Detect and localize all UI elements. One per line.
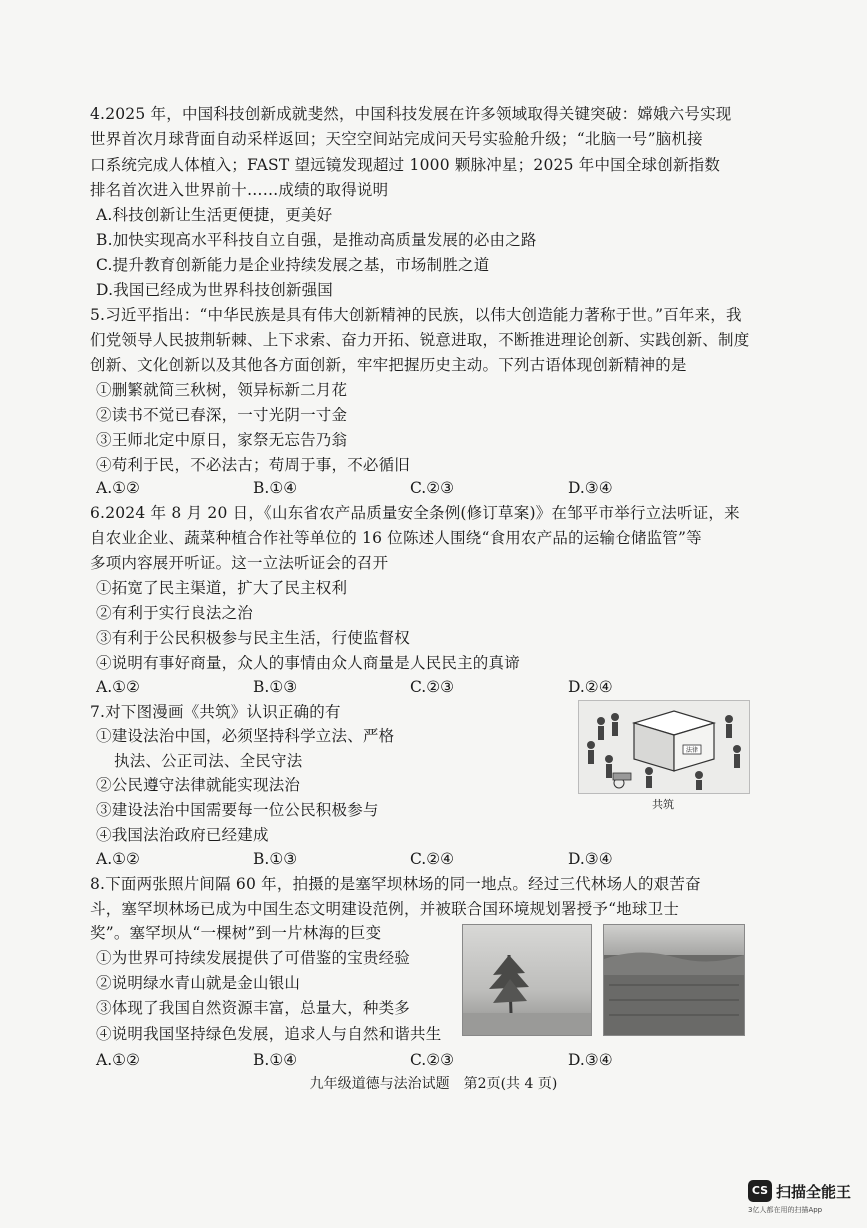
q8-stem-line: 奖”。塞罕坝从“一棵树”到一片林海的巨变 bbox=[90, 924, 382, 942]
q7-item-1: ①建设法治中国，必须坚持科学立法、严格 bbox=[96, 727, 395, 745]
q5-item-4: ④苟利于民，不必法古；苟周于事，不必循旧 bbox=[96, 456, 411, 474]
q6-choice-c: C.②③ bbox=[410, 678, 455, 696]
q8-item-2: ②说明绿水青山就是金山银山 bbox=[96, 974, 301, 992]
q7-stem-line: 7.对下图漫画《共筑》认识正确的有 bbox=[90, 703, 341, 721]
q7-item-3: ③建设法治中国需要每一位公民积极参与 bbox=[96, 801, 379, 819]
q4-stem-line: 口系统完成人体植入；FAST 望远镜发现超过 1000 颗脉冲星；2025 年中国全球创新指数 bbox=[90, 156, 721, 174]
q8-choice-c: C.②③ bbox=[410, 1051, 455, 1069]
cartoon-image bbox=[578, 700, 750, 794]
photo-single-tree bbox=[462, 924, 592, 1036]
q4-option-d: D.我国已经成为世界科技创新强国 bbox=[96, 281, 334, 299]
q5-choice-b: B.①④ bbox=[253, 479, 298, 497]
photo-forest bbox=[603, 924, 745, 1036]
q8-stem-line: 8.下面两张照片间隔 60 年，拍摄的是塞罕坝林场的同一地点。经过三代林场人的艰苦奋 bbox=[90, 875, 701, 893]
tree-drawing bbox=[463, 925, 591, 1035]
q6-item-1: ①拓宽了民主渠道，扩大了民主权利 bbox=[96, 579, 348, 597]
q7-choice-b: B.①③ bbox=[253, 850, 298, 868]
q4-stem-line: 排名首次进入世界前十……成绩的取得说明 bbox=[90, 181, 389, 199]
q5-choice-a: A.①② bbox=[96, 479, 140, 497]
q5-stem-line: 创新、文化创新以及其他各方面创新，牢牢把握历史主动。下列古语体现创新精神的是 bbox=[90, 356, 687, 374]
q6-item-4: ④说明有事好商量，众人的事情由众人商量是人民民主的真谛 bbox=[96, 654, 520, 672]
camscanner-tagline: 3亿人都在用的扫描App bbox=[748, 1206, 823, 1214]
camscanner-watermark bbox=[748, 1178, 858, 1218]
page-footer: 九年级道德与法治试题 第2页(共 4 页) bbox=[309, 1076, 558, 1092]
q5-stem-line: 们党领导人民披荆斩棘、上下求索、奋力开拓、锐意进取，不断推进理论创新、实践创新、制度 bbox=[90, 331, 750, 349]
q7-choice-a: A.①② bbox=[96, 850, 140, 868]
q8-choice-d: D.③④ bbox=[568, 1051, 613, 1069]
q6-stem-line: 自农业企业、蔬菜种植合作社等单位的 16 位陈述人围绕“食用农产品的运输仓储监管”等 bbox=[90, 529, 702, 547]
q8-item-1: ①为世界可持续发展提供了可借鉴的宝贵经验 bbox=[96, 949, 411, 967]
q6-choice-d: D.②④ bbox=[568, 678, 613, 696]
q7-choice-d: D.③④ bbox=[568, 850, 613, 868]
q6-choice-a: A.①② bbox=[96, 678, 140, 696]
q8-item-3: ③体现了我国自然资源丰富，总量大，种类多 bbox=[96, 999, 411, 1017]
q7-item-1-cont: 执法、公正司法、全民守法 bbox=[114, 752, 303, 770]
q8-choice-b: B.①④ bbox=[253, 1051, 298, 1069]
cartoon-drawing bbox=[579, 701, 749, 793]
q6-stem-line: 多项内容展开听证。这一立法听证会的召开 bbox=[90, 554, 389, 572]
q7-item-4: ④我国法治政府已经建成 bbox=[96, 826, 269, 844]
q6-choice-b: B.①③ bbox=[253, 678, 298, 696]
q5-item-3: ③王师北定中原日，家祭无忘告乃翁 bbox=[96, 431, 348, 449]
cartoon-caption: 共筑 bbox=[652, 798, 674, 811]
q5-choice-c: C.②③ bbox=[410, 479, 455, 497]
camscanner-name: 扫描全能王 bbox=[776, 1183, 852, 1201]
q6-item-2: ②有利于实行良法之治 bbox=[96, 604, 254, 622]
cartoon-sign-text: 法律 bbox=[685, 747, 699, 754]
q5-stem-line: 5.习近平指出：“中华民族是具有伟大创新精神的民族，以伟大创造能力著称于世。”百年来，我 bbox=[90, 306, 742, 324]
q4-stem-line: 4.2025 年，中国科技创新成就斐然，中国科技发展在许多领域取得关键突破：嫦娥六号实现 bbox=[90, 105, 732, 123]
q5-item-2: ②读书不觉已春深，一寸光阴一寸金 bbox=[96, 406, 348, 424]
forest-drawing bbox=[604, 925, 744, 1035]
q4-stem-line: 世界首次月球背面自动采样返回；天空空间站完成问天号实验舱升级；“北脑一号”脑机接 bbox=[90, 130, 703, 148]
q6-item-3: ③有利于公民积极参与民主生活，行使监督权 bbox=[96, 629, 411, 647]
camscanner-logo-icon: CS bbox=[748, 1180, 772, 1202]
q8-item-4: ④说明我国坚持绿色发展，追求人与自然和谐共生 bbox=[96, 1025, 442, 1043]
q7-choice-c: C.②④ bbox=[410, 850, 455, 868]
q6-stem-line: 6.2024 年 8 月 20 日，《山东省农产品质量安全条例(修订草案)》在邹平市举行立法听证，来 bbox=[90, 504, 740, 522]
q4-option-a: A.科技创新让生活更便捷，更美好 bbox=[96, 206, 333, 224]
q4-option-c: C.提升教育创新能力是企业持续发展之基，市场制胜之道 bbox=[96, 256, 490, 274]
q5-item-1: ①删繁就简三秋树，领异标新二月花 bbox=[96, 381, 348, 399]
q8-choice-a: A.①② bbox=[96, 1051, 140, 1069]
q8-stem-line: 斗，塞罕坝林场已成为中国生态文明建设范例，并被联合国环境规划署授予“地球卫士 bbox=[90, 900, 680, 918]
q7-item-2: ②公民遵守法律就能实现法治 bbox=[96, 776, 301, 794]
q5-choice-d: D.③④ bbox=[568, 479, 613, 497]
q4-option-b: B.加快实现高水平科技自立自强，是推动高质量发展的必由之路 bbox=[96, 231, 537, 249]
